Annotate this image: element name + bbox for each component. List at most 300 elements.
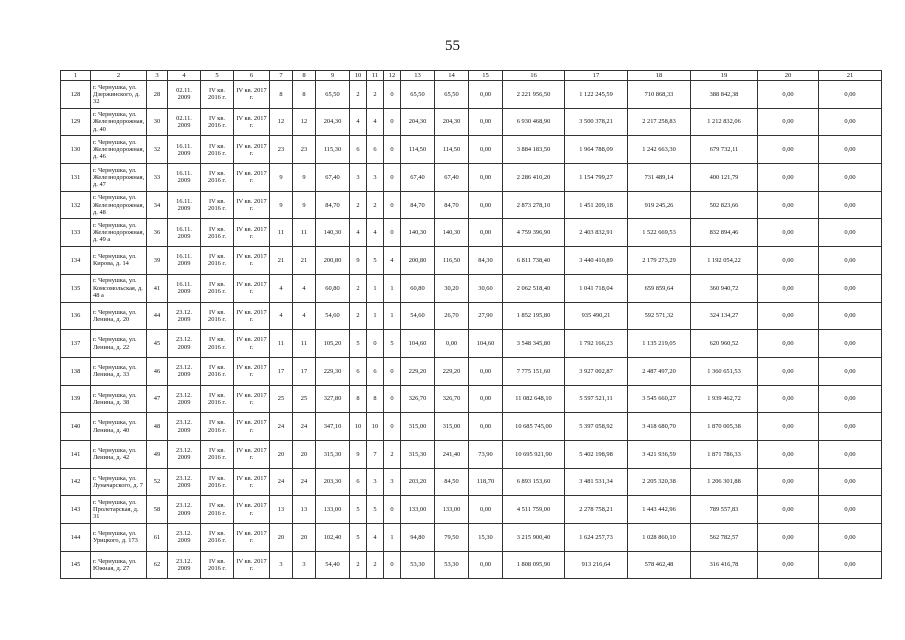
row-index-cell: 129 (61, 108, 91, 136)
table-row (61, 108, 882, 136)
residents-total-cell: 17 (270, 357, 293, 385)
premises-total-cell: 3 (350, 164, 367, 192)
residents-relocated-cell: 12 (293, 108, 316, 136)
column-number: 6 (234, 71, 270, 81)
extra-funds-b-cell: 0,00 (819, 496, 882, 524)
extra-funds-a-cell: 0,00 (758, 247, 819, 275)
cost-total-cell: 4 511 759,00 (503, 496, 565, 524)
address-cell: г. Чернушка, ул. Пролетарская, д. 31 (91, 496, 147, 524)
area-total-cell: 200,80 (316, 247, 350, 275)
row-index-cell: 142 (61, 468, 91, 496)
residents-total-cell: 24 (270, 468, 293, 496)
municipal-share-cell: 789 557,83 (691, 496, 758, 524)
house-no-cell: 39 (147, 247, 168, 275)
area-total-cell: 229,30 (316, 357, 350, 385)
address-cell: г. Чернушка, ул. Ленина, д. 22 (91, 330, 147, 358)
extra-funds-a-cell: 0,00 (758, 81, 819, 109)
cost-total-cell: 3 884 183,50 (503, 136, 565, 164)
planned-finish-cell: IV кв. 2017 г. (234, 136, 270, 164)
planned-start-cell: IV кв. 2016 г. (201, 136, 234, 164)
area-total-cell: 67,40 (316, 164, 350, 192)
extra-funds-b-cell: 0,00 (819, 551, 882, 579)
row-index-cell: 136 (61, 302, 91, 330)
fund-share-cell: 5 397 058,92 (565, 413, 628, 441)
area-resettled-cell: 84,70 (401, 191, 435, 219)
fund-share-cell: 2 403 832,91 (565, 219, 628, 247)
planned-finish-cell: IV кв. 2017 г. (234, 302, 270, 330)
residents-total-cell: 4 (270, 274, 293, 302)
column-number: 4 (168, 71, 201, 81)
region-share-cell: 3 421 936,59 (628, 440, 691, 468)
extra-funds-b-cell: 0,00 (819, 413, 882, 441)
extra-funds-b-cell: 0,00 (819, 357, 882, 385)
row-index-cell: 133 (61, 219, 91, 247)
residents-relocated-cell: 23 (293, 136, 316, 164)
area-resettled-cell: 140,30 (401, 219, 435, 247)
premises-private-cell: 0 (384, 191, 401, 219)
region-share-cell: 710 868,33 (628, 81, 691, 109)
cost-total-cell: 10 695 921,90 (503, 440, 565, 468)
premises-private-cell: 0 (384, 385, 401, 413)
fund-share-cell: 3 440 410,89 (565, 247, 628, 275)
municipal-share-cell: 388 842,38 (691, 81, 758, 109)
residents-total-cell: 11 (270, 219, 293, 247)
municipal-share-cell: 1 192 054,22 (691, 247, 758, 275)
area-municipal-cell: 26,70 (435, 302, 469, 330)
area-total-cell: 133,00 (316, 496, 350, 524)
fund-share-cell: 1 624 257,73 (565, 524, 628, 552)
area-municipal-cell: 30,20 (435, 274, 469, 302)
row-index-cell: 143 (61, 496, 91, 524)
area-municipal-cell: 204,30 (435, 108, 469, 136)
residents-total-cell: 11 (270, 330, 293, 358)
planned-finish-cell: IV кв. 2017 г. (234, 247, 270, 275)
premises-municipal-cell: 7 (367, 440, 384, 468)
cost-total-cell: 6 893 153,60 (503, 468, 565, 496)
cost-total-cell: 7 775 151,60 (503, 357, 565, 385)
planned-finish-cell: IV кв. 2017 г. (234, 524, 270, 552)
extra-funds-a-cell: 0,00 (758, 136, 819, 164)
region-share-cell: 3 545 660,27 (628, 385, 691, 413)
area-private-cell: 0,00 (469, 551, 503, 579)
premises-municipal-cell: 1 (367, 302, 384, 330)
area-private-cell: 104,60 (469, 330, 503, 358)
residents-total-cell: 4 (270, 302, 293, 330)
planned-start-cell: IV кв. 2016 г. (201, 164, 234, 192)
premises-total-cell: 5 (350, 524, 367, 552)
premises-municipal-cell: 5 (367, 496, 384, 524)
area-municipal-cell: 315,00 (435, 413, 469, 441)
area-resettled-cell: 326,70 (401, 385, 435, 413)
area-municipal-cell: 326,70 (435, 385, 469, 413)
recognition-date-cell: 02.11. 2009 (168, 81, 201, 109)
extra-funds-b-cell: 0,00 (819, 468, 882, 496)
planned-start-cell: IV кв. 2016 г. (201, 551, 234, 579)
row-index-cell: 135 (61, 274, 91, 302)
area-resettled-cell: 65,50 (401, 81, 435, 109)
cost-total-cell: 2 221 956,50 (503, 81, 565, 109)
area-municipal-cell: 133,00 (435, 496, 469, 524)
area-private-cell: 84,30 (469, 247, 503, 275)
region-share-cell: 1 522 669,53 (628, 219, 691, 247)
municipal-share-cell: 832 894,46 (691, 219, 758, 247)
extra-funds-b-cell: 0,00 (819, 219, 882, 247)
house-no-cell: 46 (147, 357, 168, 385)
premises-private-cell: 0 (384, 108, 401, 136)
area-municipal-cell: 84,70 (435, 191, 469, 219)
planned-finish-cell: IV кв. 2017 г. (234, 191, 270, 219)
area-resettled-cell: 104,60 (401, 330, 435, 358)
column-number: 9 (316, 71, 350, 81)
extra-funds-b-cell: 0,00 (819, 274, 882, 302)
planned-finish-cell: IV кв. 2017 г. (234, 81, 270, 109)
cost-total-cell: 2 873 278,10 (503, 191, 565, 219)
extra-funds-a-cell: 0,00 (758, 330, 819, 358)
region-share-cell: 2 179 273,29 (628, 247, 691, 275)
fund-share-cell: 3 500 378,21 (565, 108, 628, 136)
cost-total-cell: 10 685 745,00 (503, 413, 565, 441)
residents-relocated-cell: 8 (293, 81, 316, 109)
cost-total-cell: 2 062 518,40 (503, 274, 565, 302)
residents-relocated-cell: 11 (293, 330, 316, 358)
premises-private-cell: 0 (384, 413, 401, 441)
planned-start-cell: IV кв. 2016 г. (201, 357, 234, 385)
recognition-date-cell: 02.11. 2009 (168, 108, 201, 136)
area-private-cell: 0,00 (469, 496, 503, 524)
region-share-cell: 659 859,64 (628, 274, 691, 302)
house-no-cell: 47 (147, 385, 168, 413)
house-no-cell: 45 (147, 330, 168, 358)
municipal-share-cell: 502 823,66 (691, 191, 758, 219)
extra-funds-a-cell: 0,00 (758, 302, 819, 330)
municipal-share-cell: 620 960,52 (691, 330, 758, 358)
table-row (61, 164, 882, 192)
fund-share-cell: 935 490,21 (565, 302, 628, 330)
row-index-cell: 144 (61, 524, 91, 552)
planned-start-cell: IV кв. 2016 г. (201, 385, 234, 413)
cost-total-cell: 1 808 095,90 (503, 551, 565, 579)
area-resettled-cell: 114,50 (401, 136, 435, 164)
table-row (61, 413, 882, 441)
area-resettled-cell: 53,30 (401, 551, 435, 579)
table-row (61, 496, 882, 524)
area-private-cell: 73,90 (469, 440, 503, 468)
area-municipal-cell: 79,50 (435, 524, 469, 552)
extra-funds-b-cell: 0,00 (819, 136, 882, 164)
fund-share-cell: 3 927 002,87 (565, 357, 628, 385)
region-share-cell: 1 242 663,30 (628, 136, 691, 164)
recognition-date-cell: 23.12. 2009 (168, 413, 201, 441)
premises-private-cell: 1 (384, 274, 401, 302)
area-municipal-cell: 241,40 (435, 440, 469, 468)
planned-finish-cell: IV кв. 2017 г. (234, 330, 270, 358)
area-total-cell: 140,30 (316, 219, 350, 247)
extra-funds-b-cell: 0,00 (819, 164, 882, 192)
region-share-cell: 2 205 320,38 (628, 468, 691, 496)
fund-share-cell: 1 792 166,23 (565, 330, 628, 358)
residents-relocated-cell: 20 (293, 440, 316, 468)
extra-funds-a-cell: 0,00 (758, 440, 819, 468)
table-row (61, 136, 882, 164)
residents-relocated-cell: 25 (293, 385, 316, 413)
table-row (61, 524, 882, 552)
premises-private-cell: 1 (384, 524, 401, 552)
page-number: 55 (445, 38, 460, 54)
row-index-cell: 134 (61, 247, 91, 275)
residents-relocated-cell: 17 (293, 357, 316, 385)
table-row (61, 247, 882, 275)
fund-share-cell: 1 041 718,04 (565, 274, 628, 302)
planned-finish-cell: IV кв. 2017 г. (234, 551, 270, 579)
planned-start-cell: IV кв. 2016 г. (201, 191, 234, 219)
residents-relocated-cell: 9 (293, 191, 316, 219)
premises-municipal-cell: 10 (367, 413, 384, 441)
premises-total-cell: 5 (350, 330, 367, 358)
house-no-cell: 49 (147, 440, 168, 468)
premises-total-cell: 2 (350, 551, 367, 579)
row-index-cell: 131 (61, 164, 91, 192)
area-resettled-cell: 229,20 (401, 357, 435, 385)
recognition-date-cell: 23.12. 2009 (168, 440, 201, 468)
table-row (61, 81, 882, 109)
residents-total-cell: 24 (270, 413, 293, 441)
municipal-share-cell: 324 134,27 (691, 302, 758, 330)
premises-total-cell: 8 (350, 385, 367, 413)
premises-total-cell: 4 (350, 219, 367, 247)
region-share-cell: 1 443 442,96 (628, 496, 691, 524)
recognition-date-cell: 23.12. 2009 (168, 330, 201, 358)
address-cell: г. Чернушка, ул. Ленина, д. 40 (91, 413, 147, 441)
municipal-share-cell: 1 212 832,06 (691, 108, 758, 136)
residents-total-cell: 13 (270, 496, 293, 524)
residents-relocated-cell: 4 (293, 274, 316, 302)
row-index-cell: 137 (61, 330, 91, 358)
house-no-cell: 58 (147, 496, 168, 524)
residents-total-cell: 9 (270, 164, 293, 192)
area-resettled-cell: 203,20 (401, 468, 435, 496)
column-number: 5 (201, 71, 234, 81)
recognition-date-cell: 23.12. 2009 (168, 357, 201, 385)
area-total-cell: 84,70 (316, 191, 350, 219)
planned-start-cell: IV кв. 2016 г. (201, 468, 234, 496)
house-no-cell: 36 (147, 219, 168, 247)
premises-municipal-cell: 2 (367, 551, 384, 579)
area-resettled-cell: 94,80 (401, 524, 435, 552)
cost-total-cell: 4 759 396,90 (503, 219, 565, 247)
row-index-cell: 139 (61, 385, 91, 413)
premises-private-cell: 0 (384, 164, 401, 192)
area-private-cell: 27,90 (469, 302, 503, 330)
premises-municipal-cell: 2 (367, 81, 384, 109)
municipal-share-cell: 1 939 462,72 (691, 385, 758, 413)
address-cell: г. Чернушка, ул. Южная, д. 27 (91, 551, 147, 579)
recognition-date-cell: 16.11. 2009 (168, 164, 201, 192)
residents-total-cell: 8 (270, 81, 293, 109)
extra-funds-b-cell: 0,00 (819, 330, 882, 358)
premises-municipal-cell: 1 (367, 274, 384, 302)
fund-share-cell: 2 278 758,21 (565, 496, 628, 524)
premises-municipal-cell: 4 (367, 219, 384, 247)
residents-relocated-cell: 24 (293, 468, 316, 496)
region-share-cell: 592 571,32 (628, 302, 691, 330)
table-row (61, 330, 882, 358)
region-share-cell: 1 135 219,05 (628, 330, 691, 358)
area-private-cell: 0,00 (469, 136, 503, 164)
premises-municipal-cell: 2 (367, 191, 384, 219)
premises-total-cell: 6 (350, 136, 367, 164)
address-cell: г. Чернушка, ул. Ленина, д. 20 (91, 302, 147, 330)
column-number: 13 (401, 71, 435, 81)
house-no-cell: 34 (147, 191, 168, 219)
municipal-share-cell: 1 871 786,33 (691, 440, 758, 468)
area-private-cell: 0,00 (469, 413, 503, 441)
house-no-cell: 61 (147, 524, 168, 552)
planned-finish-cell: IV кв. 2017 г. (234, 274, 270, 302)
house-no-cell: 52 (147, 468, 168, 496)
residents-relocated-cell: 3 (293, 551, 316, 579)
area-total-cell: 204,30 (316, 108, 350, 136)
residents-relocated-cell: 4 (293, 302, 316, 330)
region-share-cell: 2 487 497,20 (628, 357, 691, 385)
area-private-cell: 0,00 (469, 385, 503, 413)
planned-finish-cell: IV кв. 2017 г. (234, 108, 270, 136)
premises-municipal-cell: 0 (367, 330, 384, 358)
premises-private-cell: 0 (384, 81, 401, 109)
planned-finish-cell: IV кв. 2017 г. (234, 413, 270, 441)
planned-finish-cell: IV кв. 2017 г. (234, 440, 270, 468)
column-number: 8 (293, 71, 316, 81)
table-row (61, 385, 882, 413)
residents-total-cell: 3 (270, 551, 293, 579)
premises-municipal-cell: 3 (367, 164, 384, 192)
municipal-share-cell: 1 206 301,88 (691, 468, 758, 496)
house-no-cell: 30 (147, 108, 168, 136)
row-index-cell: 140 (61, 413, 91, 441)
residents-total-cell: 25 (270, 385, 293, 413)
house-no-cell: 32 (147, 136, 168, 164)
region-share-cell: 3 418 680,70 (628, 413, 691, 441)
area-municipal-cell: 229,20 (435, 357, 469, 385)
table-row (61, 302, 882, 330)
recognition-date-cell: 23.12. 2009 (168, 302, 201, 330)
area-resettled-cell: 60,80 (401, 274, 435, 302)
planned-start-cell: IV кв. 2016 г. (201, 440, 234, 468)
area-municipal-cell: 140,30 (435, 219, 469, 247)
premises-total-cell: 10 (350, 413, 367, 441)
premises-private-cell: 3 (384, 468, 401, 496)
address-cell: г. Чернушка, ул. Кирова, д. 14 (91, 247, 147, 275)
municipal-share-cell: 679 732,11 (691, 136, 758, 164)
planned-start-cell: IV кв. 2016 г. (201, 302, 234, 330)
planned-start-cell: IV кв. 2016 г. (201, 330, 234, 358)
residents-relocated-cell: 9 (293, 164, 316, 192)
cost-total-cell: 3 548 345,80 (503, 330, 565, 358)
premises-municipal-cell: 5 (367, 247, 384, 275)
area-private-cell: 15,30 (469, 524, 503, 552)
premises-private-cell: 0 (384, 496, 401, 524)
house-no-cell: 33 (147, 164, 168, 192)
municipal-share-cell: 360 940,72 (691, 274, 758, 302)
table-row (61, 274, 882, 302)
column-number: 10 (350, 71, 367, 81)
row-index-cell: 145 (61, 551, 91, 579)
extra-funds-a-cell: 0,00 (758, 274, 819, 302)
resettlement-register-table (60, 70, 882, 579)
column-number: 20 (758, 71, 819, 81)
recognition-date-cell: 23.12. 2009 (168, 524, 201, 552)
area-municipal-cell: 114,50 (435, 136, 469, 164)
cost-total-cell: 2 286 410,20 (503, 164, 565, 192)
address-cell: г. Чернушка, ул. Урицкого, д. 173 (91, 524, 147, 552)
recognition-date-cell: 23.12. 2009 (168, 385, 201, 413)
row-index-cell: 138 (61, 357, 91, 385)
recognition-date-cell: 16.11. 2009 (168, 191, 201, 219)
premises-private-cell: 5 (384, 330, 401, 358)
extra-funds-a-cell: 0,00 (758, 385, 819, 413)
planned-start-cell: IV кв. 2016 г. (201, 247, 234, 275)
premises-total-cell: 4 (350, 108, 367, 136)
extra-funds-a-cell: 0,00 (758, 468, 819, 496)
premises-private-cell: 0 (384, 357, 401, 385)
area-private-cell: 0,00 (469, 219, 503, 247)
premises-municipal-cell: 6 (367, 357, 384, 385)
residents-total-cell: 21 (270, 247, 293, 275)
area-total-cell: 54,60 (316, 302, 350, 330)
residents-total-cell: 20 (270, 440, 293, 468)
address-cell: г. Чернушка, ул. Железнодорожная, д. 40 (91, 108, 147, 136)
residents-relocated-cell: 20 (293, 524, 316, 552)
area-total-cell: 54,40 (316, 551, 350, 579)
municipal-share-cell: 316 416,78 (691, 551, 758, 579)
extra-funds-b-cell: 0,00 (819, 302, 882, 330)
planned-finish-cell: IV кв. 2017 г. (234, 219, 270, 247)
recognition-date-cell: 16.11. 2009 (168, 136, 201, 164)
table-row (61, 468, 882, 496)
area-private-cell: 0,00 (469, 108, 503, 136)
area-municipal-cell: 0,00 (435, 330, 469, 358)
area-total-cell: 60,80 (316, 274, 350, 302)
area-municipal-cell: 65,50 (435, 81, 469, 109)
address-cell: г. Чернушка, ул. Железнодорожная, д. 48 (91, 191, 147, 219)
extra-funds-b-cell: 0,00 (819, 81, 882, 109)
recognition-date-cell: 16.11. 2009 (168, 274, 201, 302)
planned-start-cell: IV кв. 2016 г. (201, 413, 234, 441)
area-private-cell: 30,60 (469, 274, 503, 302)
area-resettled-cell: 67,40 (401, 164, 435, 192)
residents-relocated-cell: 13 (293, 496, 316, 524)
residents-total-cell: 20 (270, 524, 293, 552)
planned-finish-cell: IV кв. 2017 г. (234, 164, 270, 192)
municipal-share-cell: 1 360 651,53 (691, 357, 758, 385)
column-number: 16 (503, 71, 565, 81)
region-share-cell: 1 028 860,10 (628, 524, 691, 552)
premises-municipal-cell: 6 (367, 136, 384, 164)
fund-share-cell: 1 964 788,09 (565, 136, 628, 164)
fund-share-cell: 913 216,64 (565, 551, 628, 579)
column-number: 3 (147, 71, 168, 81)
address-cell: г. Чернушка, ул. Железнодорожная, д. 46 (91, 136, 147, 164)
house-no-cell: 44 (147, 302, 168, 330)
planned-start-cell: IV кв. 2016 г. (201, 274, 234, 302)
cost-total-cell: 6 811 738,40 (503, 247, 565, 275)
area-municipal-cell: 84,50 (435, 468, 469, 496)
extra-funds-b-cell: 0,00 (819, 385, 882, 413)
planned-start-cell: IV кв. 2016 г. (201, 524, 234, 552)
address-cell: г. Чернушка, ул. Луначарского, д. 7 (91, 468, 147, 496)
municipal-share-cell: 562 782,57 (691, 524, 758, 552)
premises-private-cell: 2 (384, 440, 401, 468)
column-number: 7 (270, 71, 293, 81)
